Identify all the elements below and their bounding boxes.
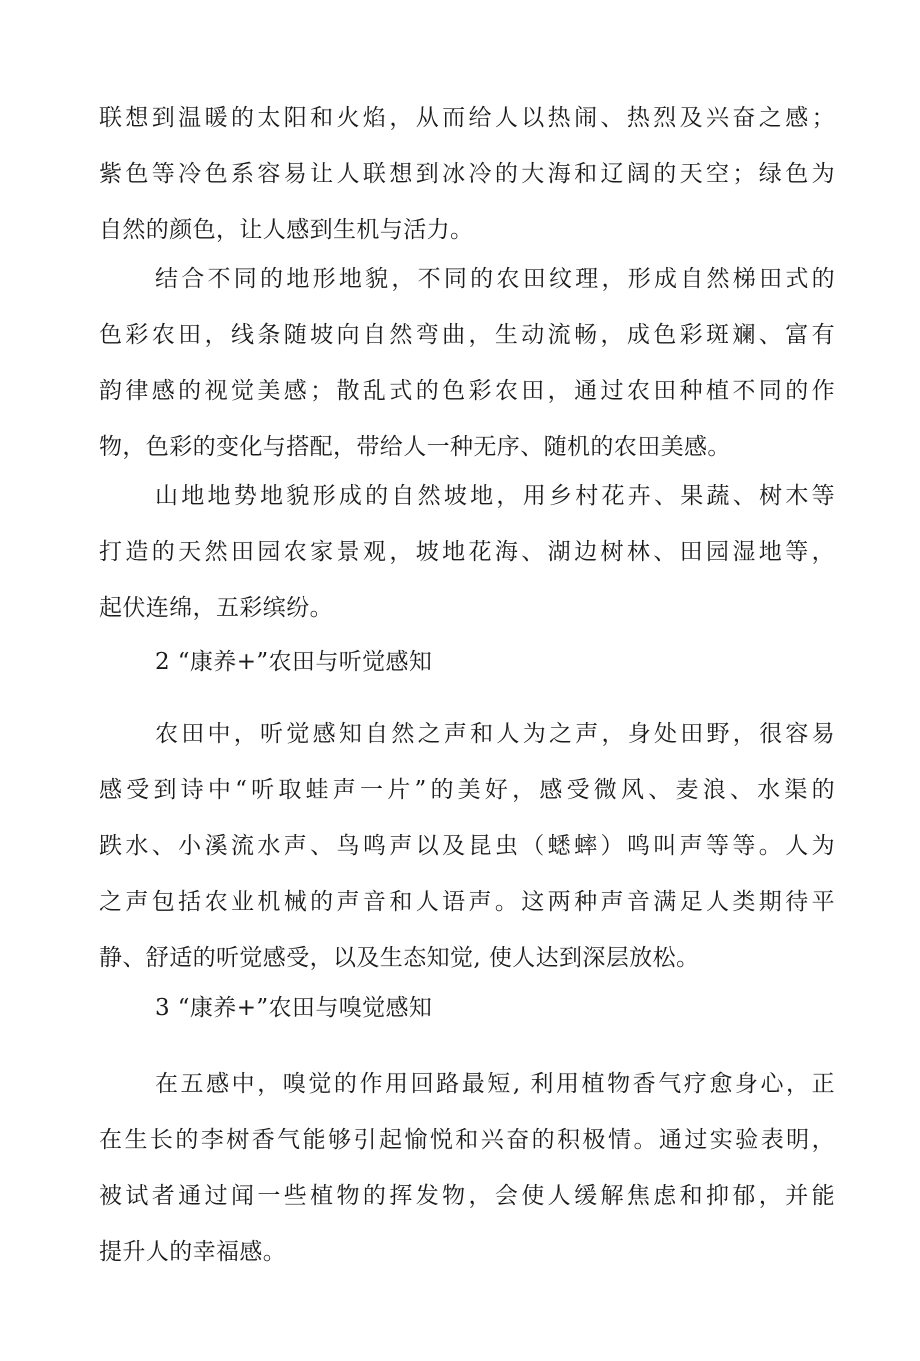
text-line: 起伏连绵，五彩缤纷。 <box>99 595 333 621</box>
text-line: 联想到温暖的太阳和火焰，从而给人以热闹、热烈及兴奋之感； <box>99 105 835 131</box>
paragraph-terraced-fields <box>99 251 835 475</box>
section-heading: 2 “康养+”农田与听觉感知 <box>155 649 433 675</box>
section-heading-smell <box>99 980 835 1036</box>
text-line: 跌水、小溪流水声、鸟鸣声以及昆虫（蟋蟀）鸣叫声等等。人为 <box>99 833 835 859</box>
text-line: 感受到诗中“听取蛙声一片”的美好，感受微风、麦浪、水渠的 <box>99 777 835 803</box>
text-line: 在生长的李树香气能够引起愉悦和兴奋的积极情。通过实验表明， <box>99 1127 835 1153</box>
text-line: 紫色等冷色系容易让人联想到冰冷的大海和辽阔的天空；绿色为 <box>99 161 835 187</box>
text-line: 自然的颜色，让人感到生机与活力。 <box>99 217 474 243</box>
text-line: 色彩农田，线条随坡向自然弯曲，生动流畅，成色彩斑斓、富有 <box>99 322 835 348</box>
paragraph-hearing <box>99 706 835 986</box>
text-line: 在五感中，嗅觉的作用回路最短, 利用植物香气疗愈身心，正 <box>155 1071 835 1097</box>
paragraph-color-perception <box>99 90 835 258</box>
text-line: 之声包括农业机械的声音和人语声。这两种声音满足人类期待平 <box>99 889 835 915</box>
text-line: 被试者通过闻一些植物的挥发物，会使人缓解焦虑和抑郁，并能 <box>99 1183 835 1209</box>
text-line: 物，色彩的变化与搭配，带给人一种无序、随机的农田美感。 <box>99 434 731 460</box>
text-line: 农田中，听觉感知自然之声和人为之声，身处田野，很容易 <box>155 721 835 747</box>
paragraph-smell <box>99 1056 835 1280</box>
section-heading-hearing <box>99 634 835 690</box>
text-line: 打造的天然田园农家景观，坡地花海、湖边树林、田园湿地等， <box>99 539 835 565</box>
text-line: 静、舒适的听觉感受，以及生态知觉, 使人达到深层放松。 <box>99 945 700 971</box>
section-heading: 3 “康养+”农田与嗅觉感知 <box>155 995 433 1021</box>
text-line: 山地地势地貌形成的自然坡地，用乡村花卉、果蔬、树木等 <box>155 483 835 509</box>
text-line: 结合不同的地形地貌，不同的农田纹理，形成自然梯田式的 <box>155 266 835 292</box>
text-line: 提升人的幸福感。 <box>99 1239 287 1265</box>
paragraph-slope-landscape <box>99 468 835 636</box>
text-line: 韵律感的视觉美感；散乱式的色彩农田，通过农田种植不同的作 <box>99 378 835 404</box>
